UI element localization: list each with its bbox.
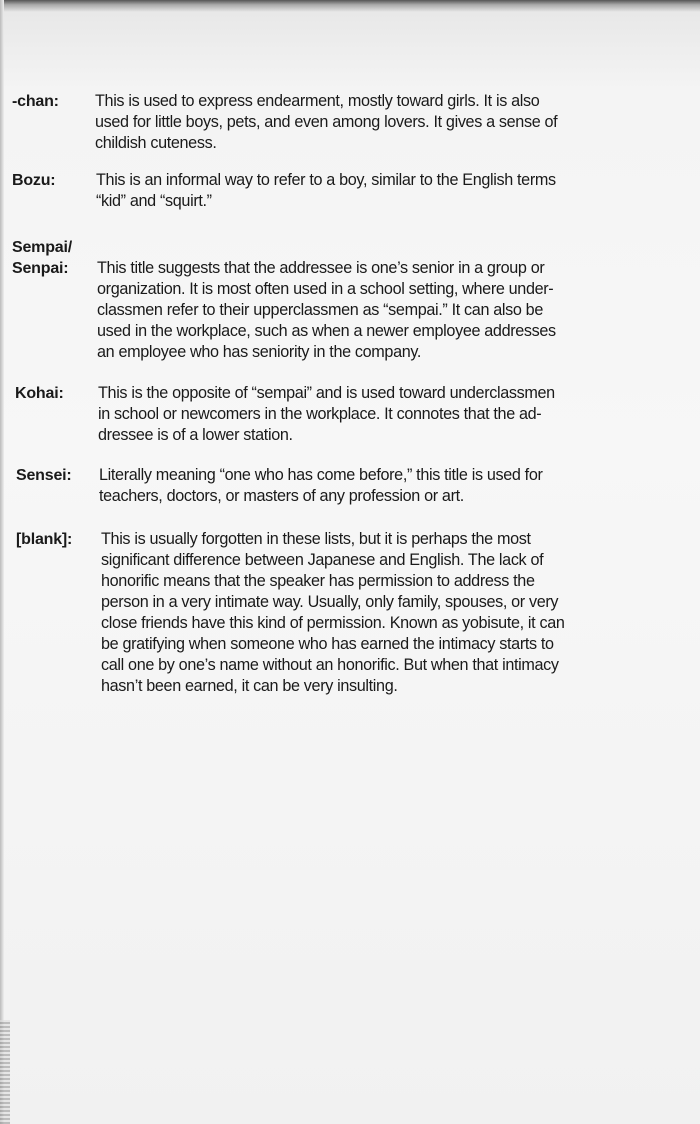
definition-line: person in a very intimate way. Usually, only family, spouses, or very [101,593,559,611]
definition-line: “kid” and “squirt.” [96,192,212,210]
definition-line: This title suggests that the addressee is one’s senior in a group or [97,259,545,277]
definition-line: Literally meaning “one who has come before,” this title is used for [99,466,543,484]
definition-line: childish cuteness. [95,134,217,152]
definition-line: organization. It is most often used in a school setting, where under- [97,280,554,298]
definition-line: hasn’t been earned, it can be very insulting. [101,677,398,695]
definition-line: significant difference between Japanese and English. The lack of [101,551,544,569]
definition [98,383,555,446]
definition [97,258,556,363]
term: Senpai: [12,260,69,277]
book-binding [0,1020,10,1124]
definition-line: close friends have this kind of permission. Known as yobisute, it can [101,614,565,632]
definition-line: This is usually forgotten in these lists, but it is perhaps the most [101,530,531,548]
definition-line: classmen refer to their upperclassmen as “sempai.” It can also be [97,301,543,319]
definition-line: be gratifying when someone who has earned the intimacy starts to [101,635,554,653]
definition-line: This is an informal way to refer to a boy, similar to the English terms [96,171,556,189]
definition [95,91,557,154]
definition-line: call one by one’s name without an honorific. But when that intimacy [101,656,559,674]
term: -chan: [12,93,59,110]
definition-line: dressee is of a lower station. [98,426,293,444]
definition-line: teachers, doctors, or masters of any profession or art. [99,487,464,505]
definition-line: used for little boys, pets, and even among lovers. It gives a sense of [95,113,558,131]
page-edge [0,0,4,1124]
term-prefix: Sempai/ [12,239,72,256]
definition-line: used in the workplace, such as when a newer employee addresses [97,322,556,340]
definition [99,465,543,507]
definition-line: an employee who has seniority in the company. [97,343,422,361]
term: Kohai: [15,385,64,402]
term: Bozu: [12,172,56,189]
definition-line: in school or newcomers in the workplace. It connotes that the ad- [98,405,542,423]
definition-line: This is the opposite of “sempai” and is used toward underclassmen [98,384,555,402]
definition-line: honorific means that the speaker has permission to address the [101,572,535,590]
term: [blank]: [16,531,73,548]
definition [101,529,565,697]
term: Sensei: [16,467,72,484]
page-top-shadow [0,0,700,12]
definition-line: This is used to express endearment, mostly toward girls. It is also [95,92,540,110]
definition [96,170,556,212]
